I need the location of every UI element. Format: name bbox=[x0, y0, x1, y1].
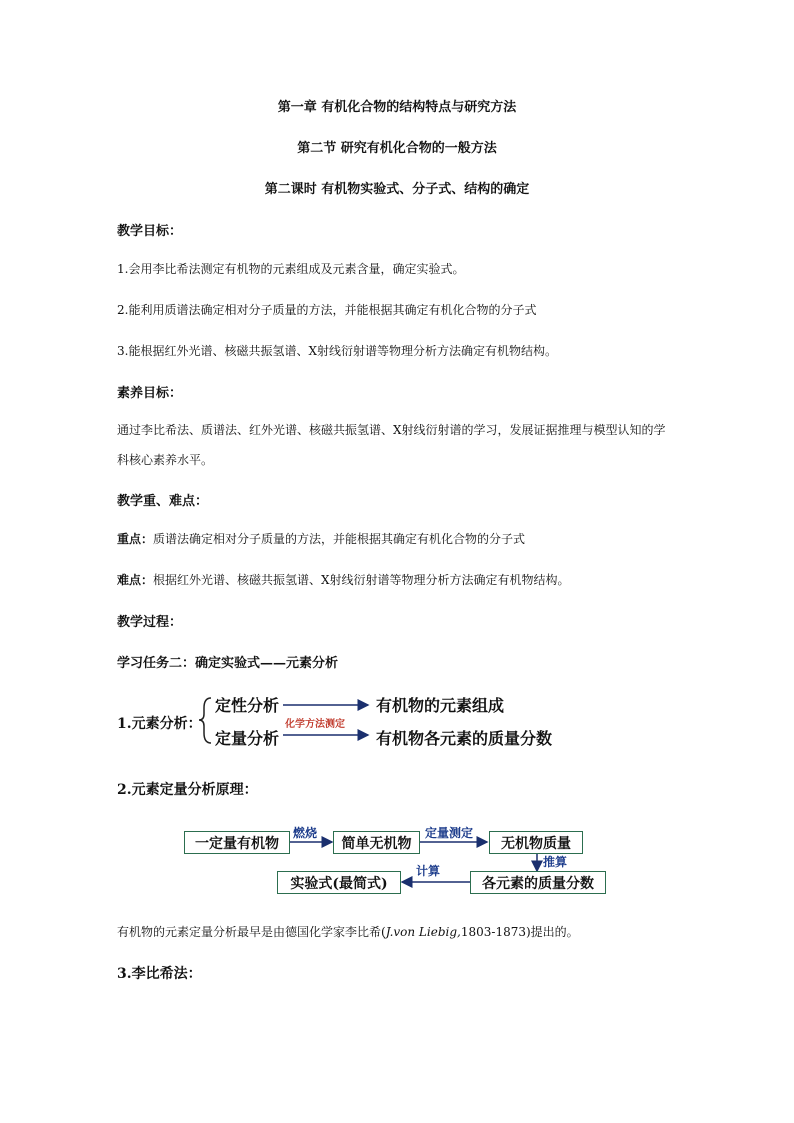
quant-result: 有机物各元素的质量分数 bbox=[376, 729, 553, 748]
lesson-title: 第二课时 有机物实验式、分子式、结构的确定 bbox=[264, 182, 530, 197]
qual-result: 有机物的元素组成 bbox=[376, 696, 505, 715]
difficult-text: 根据红外光谱、核磁共振氢谱、X射线衍射谱等物理分析方法确定有机物结构。 bbox=[153, 573, 570, 587]
literacy-heading: 素养目标： bbox=[117, 386, 183, 401]
flow-box-organic: 一定量有机物 bbox=[184, 831, 290, 854]
flow-arrow-measure-label: 定量测定 bbox=[425, 826, 474, 840]
chapter-title: 第一章 有机化合物的结构特点与研究方法 bbox=[277, 100, 517, 115]
keypoints-heading: 教学重、难点： bbox=[117, 494, 209, 509]
flow-box-fraction: 各元素的质量分数 bbox=[470, 871, 606, 894]
liebig-note: 有机物的元素定量分析最早是由德国化学家李比希(J.von Liebig,1803-1873)提出的。 bbox=[117, 925, 579, 939]
flow-box-mass: 无机物质量 bbox=[489, 831, 583, 854]
goal-3: 3.能根据红外光谱、核磁共振氢谱、X射线衍射谱等物理分析方法确定有机物结构。 bbox=[117, 344, 557, 358]
chem-method-label: 化学方法测定 bbox=[285, 719, 345, 730]
goal-2: 2.能利用质谱法确定相对分子质量的方法，并能根据其确定有机化合物的分子式 bbox=[117, 303, 537, 317]
flow-arrow-derive-label: 推算 bbox=[543, 855, 568, 869]
flow-arrow-burn-label: 燃烧 bbox=[293, 826, 318, 840]
key-text: 质谱法确定相对分子质量的方法，并能根据其确定有机化合物的分子式 bbox=[153, 532, 526, 546]
flow-arrow-calc-label: 计算 bbox=[416, 864, 441, 878]
item3-label: 3.李比希法： bbox=[117, 966, 202, 982]
qual-label: 定性分析 bbox=[215, 696, 280, 715]
goal-1: 1.会用李比希法测定有机物的元素组成及元素含量，确定实验式。 bbox=[117, 262, 465, 276]
key-label: 重点： bbox=[117, 532, 154, 546]
task-heading: 学习任务二：确定实验式——元素分析 bbox=[117, 656, 339, 671]
process-heading: 教学过程： bbox=[117, 615, 183, 630]
item1-label: 1.元素分析： bbox=[117, 716, 202, 732]
item2-label: 2.元素定量分析原理： bbox=[117, 782, 258, 798]
liebig-name: J.von Liebig, bbox=[385, 925, 461, 939]
difficult-label: 难点： bbox=[117, 573, 154, 587]
flow-box-inorganic: 简单无机物 bbox=[333, 831, 420, 854]
section-title: 第二节 研究有机化合物的一般方法 bbox=[297, 141, 497, 156]
goals-heading: 教学目标： bbox=[117, 224, 183, 239]
quant-label: 定量分析 bbox=[215, 729, 280, 748]
flow-box-formula: 实验式(最简式) bbox=[277, 871, 401, 894]
literacy-text: 通过李比希法、质谱法、红外光谱、核磁共振氢谱、X射线衍射谱的学习，发展证据推理与模型认知的学科核心素养水平。 bbox=[117, 423, 666, 467]
